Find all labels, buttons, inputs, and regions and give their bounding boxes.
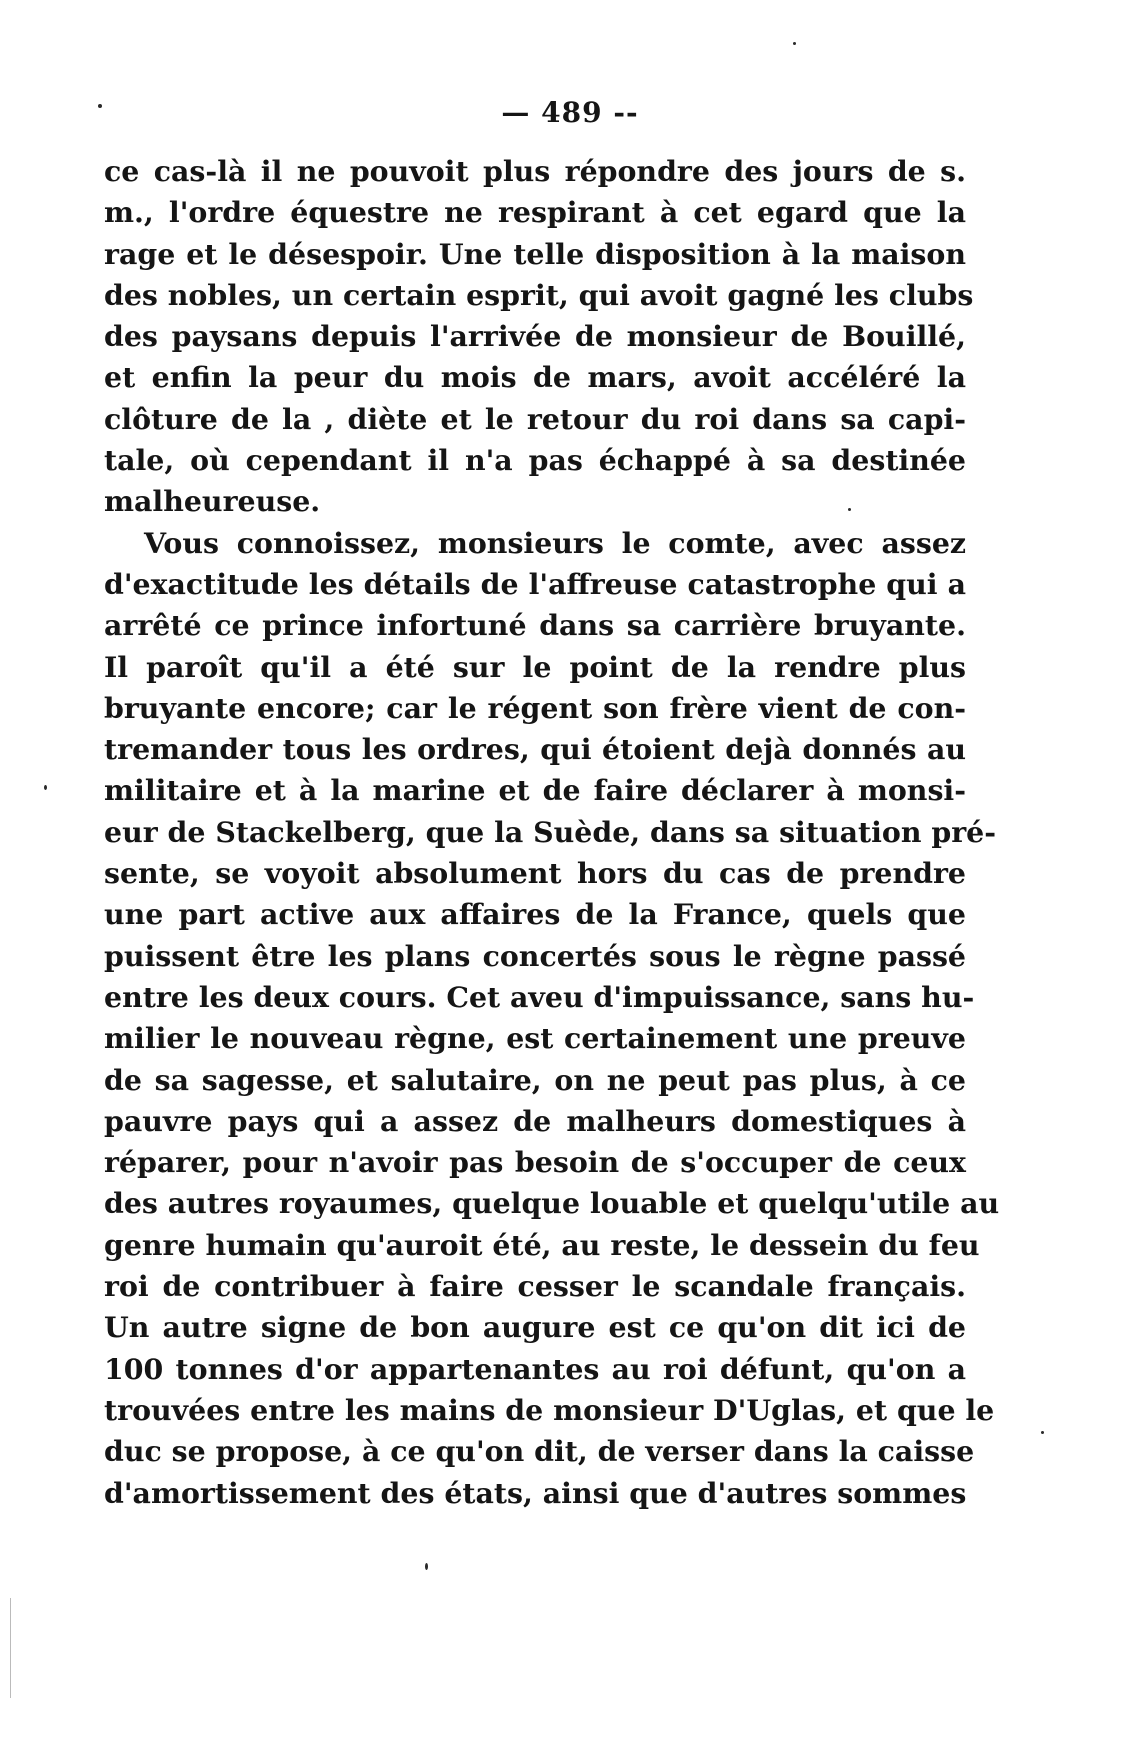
text-line-paragraph-start: Vous connoissez, monsieurs le comte, avec assez	[144, 525, 966, 560]
text-line: et enfin la peur du mois de mars, avoit accéléré la	[104, 360, 966, 395]
text-line: d'amortissement des états, ainsi que d'autres sommes	[104, 1475, 967, 1510]
scan-speck	[793, 42, 796, 45]
text-line: réparer, pour n'avoir pas besoin de s'occuper de ceux	[104, 1145, 966, 1180]
text-line: Un autre signe de bon augure est ce qu'on dit ici de	[104, 1310, 966, 1345]
text-line: eur de Stackelberg, que la Suède, dans sa situation pré-	[104, 814, 997, 849]
text-line: entre les deux cours. Cet aveu d'impuissance, sans hu-	[104, 979, 975, 1014]
text-line: arrêté ce prince infortuné dans sa carrière bruyante.	[104, 608, 966, 643]
text-line: ce cas-là il ne pouvoit plus répondre des jours de s.	[104, 154, 966, 188]
text-line: pauvre pays qui a assez de malheurs domestiques à	[104, 1103, 966, 1138]
text-line: tale, où cependant il n'a pas échappé à sa destinée	[104, 443, 966, 478]
scan-speck	[98, 104, 102, 108]
page-number: — 489 --	[501, 96, 639, 129]
text-line: duc se propose, à ce qu'on dit, de verser dans la caisse	[104, 1434, 975, 1469]
text-line: m., l'ordre équestre ne respirant à cet egard que la	[104, 195, 966, 230]
text-line: des autres royaumes, quelque louable et quelqu'utile au	[104, 1186, 1000, 1221]
text-line: des nobles, un certain esprit, qui avoit gagné les clubs	[104, 277, 974, 312]
scan-speck	[848, 508, 851, 511]
text-line: roi de contribuer à faire cesser le scandale français.	[104, 1269, 966, 1304]
text-line: des paysans depuis l'arrivée de monsieur de Bouillé,	[104, 319, 966, 354]
scan-speck	[1041, 1431, 1044, 1434]
text-line: de sa sagesse, et salutaire, on ne peut pas plus, à ce	[104, 1062, 966, 1097]
text-line: genre humain qu'auroit été, au reste, le dessein du feu	[104, 1227, 980, 1262]
text-line: Il paroît qu'il a été sur le point de la rendre plus	[104, 649, 966, 684]
text-line: sente, se voyoit absolument hors du cas de prendre	[104, 856, 966, 891]
text-line: une part active aux affaires de la France, quels que	[104, 897, 966, 932]
body-text	[104, 151, 1000, 1514]
text-line: puissent être les plans concertés sous le règne passé	[104, 938, 966, 973]
text-line: 100 tonnes d'or appartenantes au roi défunt, qu'on a	[104, 1351, 966, 1386]
text-line: trouvées entre les mains de monsieur D'Uglas, et que le	[104, 1392, 995, 1427]
text-line: tremander tous les ordres, qui étoient dejà donnés au	[104, 732, 966, 767]
text-line: clôture de la , diète et le retour du roi dans sa capi-	[104, 401, 966, 436]
text-line: rage et le désespoir. Une telle disposition à la maison	[104, 236, 966, 271]
text-line: d'exactitude les détails de l'affreuse catastrophe qui a	[104, 566, 966, 601]
text-line-paragraph-end: malheureuse.	[104, 484, 321, 519]
scan-edge-line	[10, 1598, 11, 1698]
text-line: bruyante encore; car le régent son frère vient de con-	[104, 690, 966, 725]
scan-speck	[425, 1563, 428, 1570]
text-line: militaire et à la marine et de faire déclarer à monsi-	[104, 773, 966, 808]
text-line: milier le nouveau règne, est certainement une preuve	[104, 1021, 966, 1056]
scan-speck	[44, 785, 47, 790]
